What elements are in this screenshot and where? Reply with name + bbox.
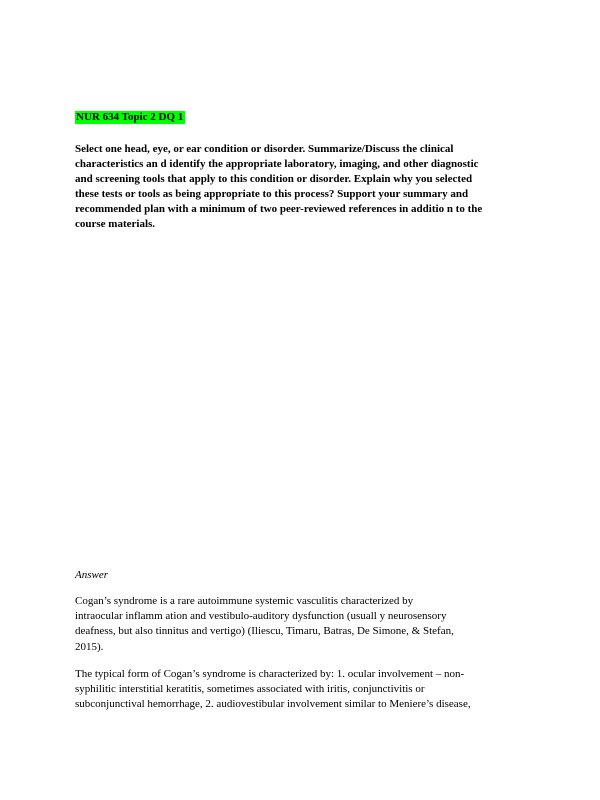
paragraph-line: The typical form of Cogan’s syndrome is characterized by: 1. ocular involvement – non- xyxy=(75,668,465,680)
question-line: characteristics an d identify the appropriate laboratory, imaging, and other diagnostic xyxy=(75,158,479,171)
question-line: these tests or tools as being appropriate to this process? Support your summary and xyxy=(75,188,469,201)
discussion-question xyxy=(75,142,520,233)
answer-paragraph-2 xyxy=(75,667,525,713)
document-heading: NUR 634 Topic 2 DQ 1 xyxy=(76,111,184,123)
question-line: and screening tools that apply to this condition or disorder. Explain why you selected xyxy=(75,173,473,186)
question-line: recommended plan with a minimum of two peer-reviewed references in additio n to the xyxy=(75,203,483,216)
answer-paragraph-1 xyxy=(75,594,525,655)
paragraph-line: 2015). xyxy=(75,640,104,653)
paragraph-line: syphilitic interstitial keratitis, sometimes associated with iritis, conjunctivitis or xyxy=(75,683,425,696)
answer-label: Answer xyxy=(75,569,108,581)
paragraph-line: deafness, but also tinnitus and vertigo) (Iliescu, Timaru, Batras, De Simone, & Stefan, xyxy=(75,625,454,638)
question-line: Select one head, eye, or ear condition or disorder. Summarize/Discuss the clinical xyxy=(75,143,454,155)
paragraph-line: intraocular inflamm ation and vestibulo-auditory dysfunction (usuall y neurosensory xyxy=(75,610,447,623)
paragraph-line: Cogan’s syndrome is a rare autoimmune systemic vasculitis characterized by xyxy=(75,595,414,607)
paragraph-line: subconjunctival hemorrhage, 2. audiovestibular involvement similar to Meniere’s disease, xyxy=(75,698,471,711)
question-line: course materials. xyxy=(75,218,156,231)
